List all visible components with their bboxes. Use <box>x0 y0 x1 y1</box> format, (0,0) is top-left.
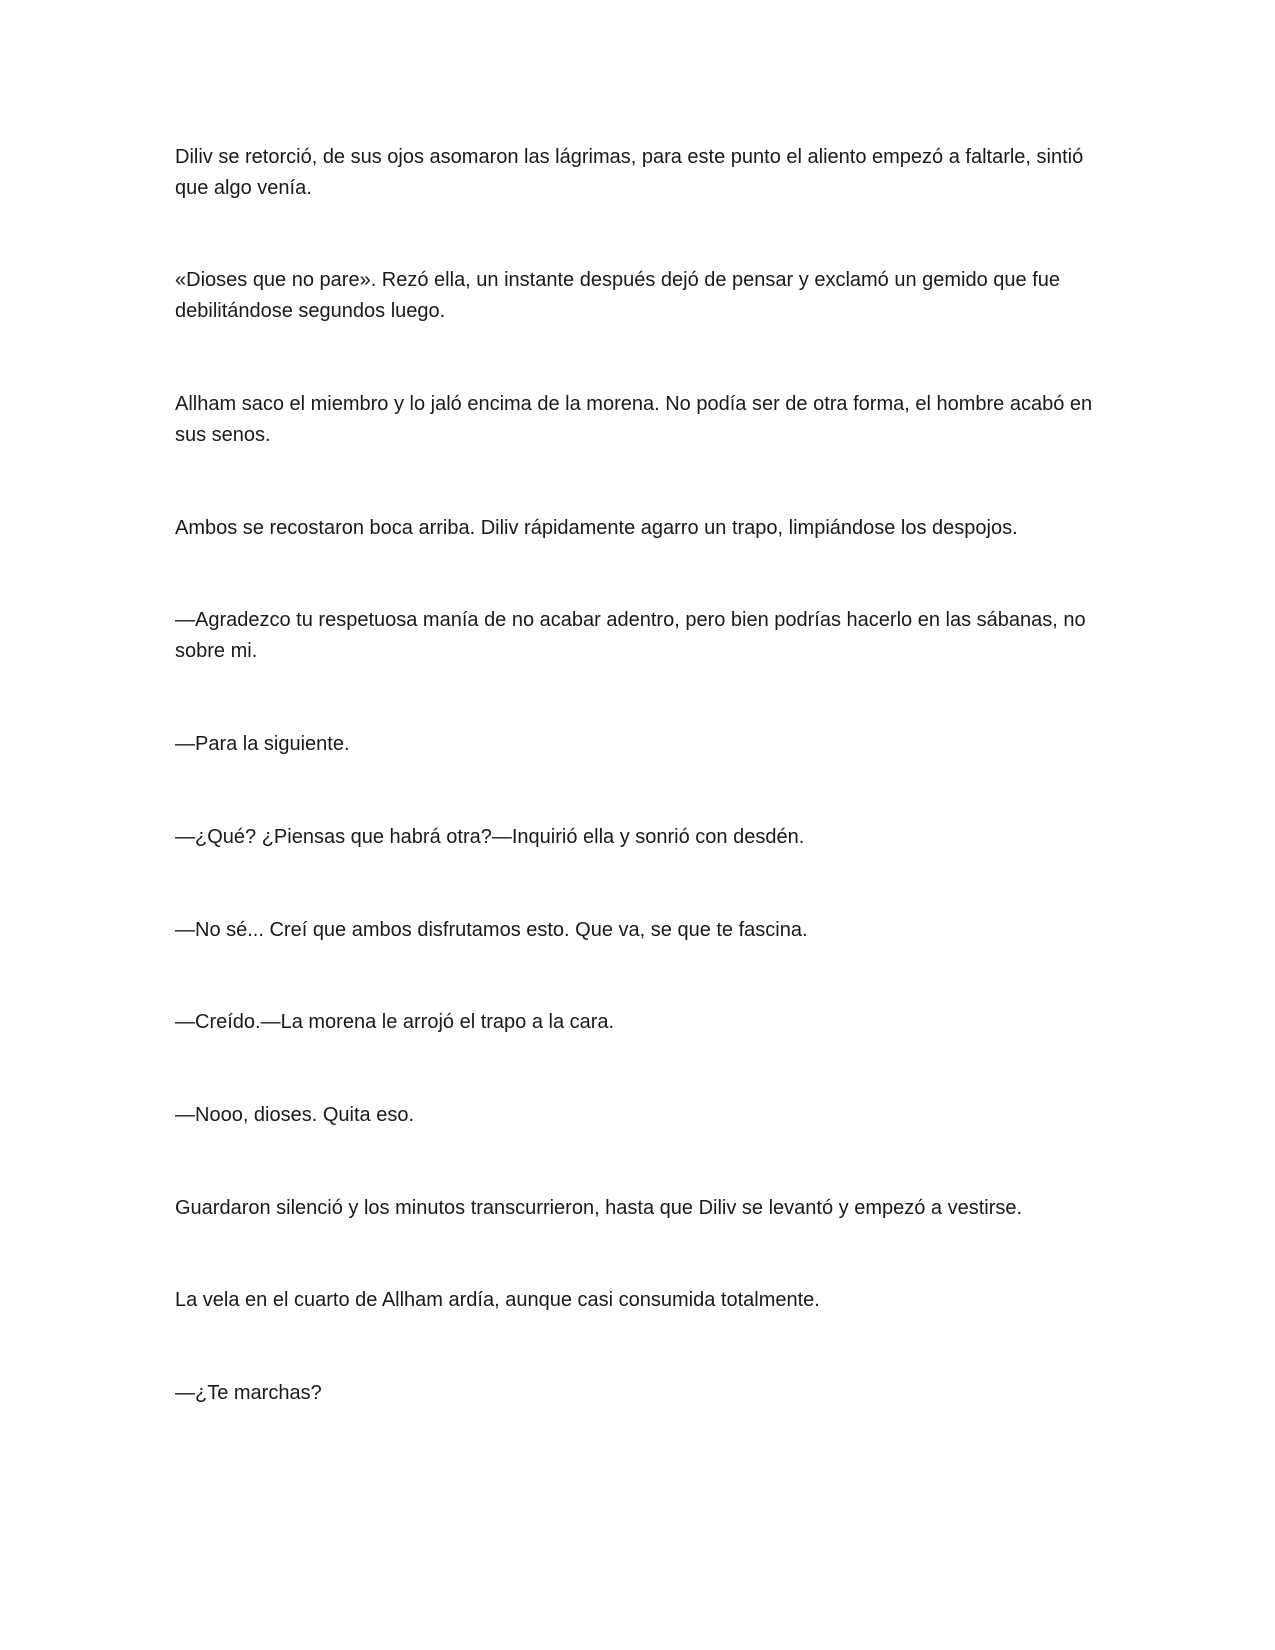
paragraph-1: Diliv se retorció, de sus ojos asomaron las lágrimas, para este punto el aliento empezó a faltarle, sintió que algo venía. <box>175 146 1084 199</box>
paragraph-11: Guardaron silenció y los minutos transcurrieron, hasta que Diliv se levantó y empezó a vestirse. <box>175 1197 1023 1219</box>
paragraph-5: —Agradezco tu respetuosa manía de no acabar adentro, pero bien podrías hacerlo en las sábanas, no sobre mi. <box>175 609 1086 662</box>
paragraph-4: Ambos se recostaron boca arriba. Diliv rápidamente agarro un trapo, limpiándose los despojos. <box>175 517 1018 539</box>
paragraph-2: «Dioses que no pare». Rezó ella, un instante después dejó de pensar y exclamó un gemido que fue debilitándose segundos luego. <box>175 269 1061 322</box>
paragraph-13: —¿Te marchas? <box>175 1382 322 1404</box>
paragraph-12: La vela en el cuarto de Allham ardía, aunque casi consumida totalmente. <box>175 1289 820 1311</box>
paragraph-3: Allham saco el miembro y lo jaló encima de la morena. No podía ser de otra forma, el hombre acabó en sus senos. <box>175 393 1093 446</box>
paragraph-7: —¿Qué? ¿Piensas que habrá otra?—Inquirió ella y sonrió con desdén. <box>175 826 805 848</box>
paragraph-6: —Para la siguiente. <box>175 733 350 755</box>
paragraph-10: —Nooo, dioses. Quita eso. <box>175 1104 415 1126</box>
paragraph-8: —No sé... Creí que ambos disfrutamos esto. Que va, se que te fascina. <box>175 919 808 941</box>
paragraph-9: —Creído.—La morena le arrojó el trapo a la cara. <box>175 1011 615 1033</box>
